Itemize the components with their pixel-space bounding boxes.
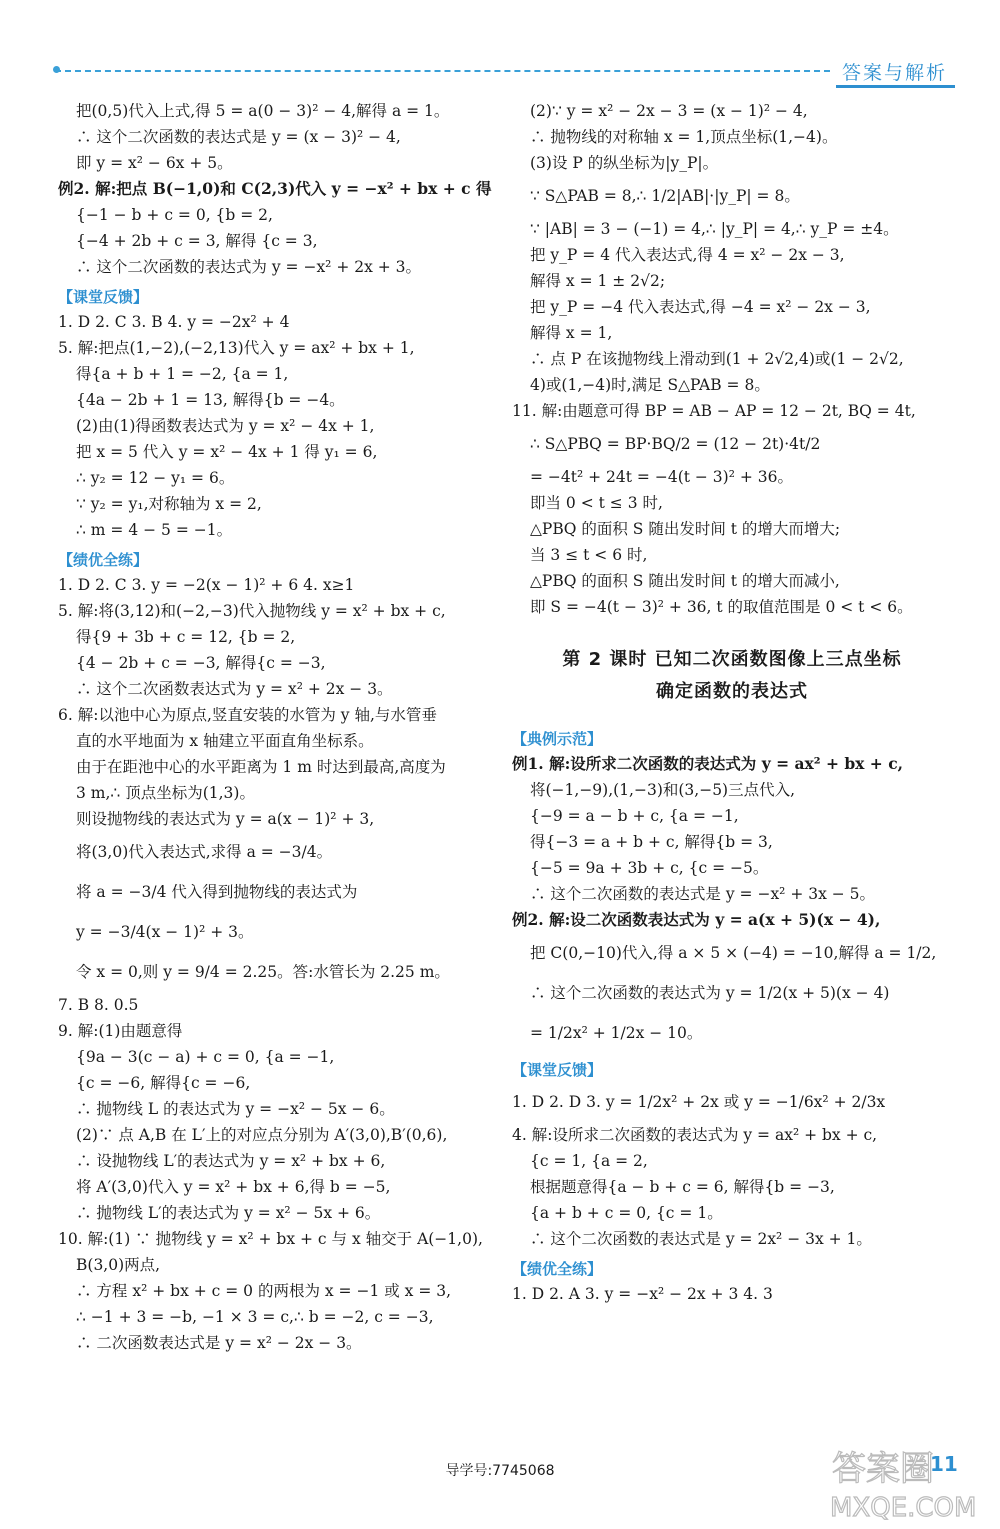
text-line: 令 x = 0,则 y = 9/4 = 2.25。答:水管长为 2.25 m。 [76, 963, 450, 981]
svg-text:MXQE.COM: MXQE.COM [830, 1493, 977, 1523]
text-line: 根据题意得{a − b + c = 6, 解得{b = −3, [530, 1178, 835, 1196]
text-line: {c = −6, 解得{c = −6, [76, 1074, 251, 1092]
text-line: (2)∵ 点 A,B 在 L′上的对应点分别为 A′(3,0),B′(0,6), [76, 1126, 448, 1144]
text-line: ∴ 这个二次函数的表达式为 y = −x² + 2x + 3。 [76, 258, 422, 276]
text-line: 把 C(0,−10)代入,得 a × 5 × (−4) = −10,解得 a = 1/2, [530, 944, 937, 962]
text-line: 把 x = 5 代入 y = x² − 4x + 1 得 y₁ = 6, [76, 443, 378, 461]
text-line: 将(3,0)代入表达式,求得 a = −3/4。 [76, 843, 333, 861]
text-line: = 1/2x² + 1/2x − 10。 [530, 1024, 703, 1042]
text-line: 解得 x = 1 ± 2√2; [530, 272, 666, 290]
section-heading-label: 【课堂反馈】 [512, 1061, 603, 1079]
text-line: {−5 = 9a + 3b + c, {c = −5。 [530, 859, 769, 877]
text-line: 11. 解:由题意可得 BP = AB − AP = 12 − 2t, BQ = 4t, [512, 402, 916, 420]
text-line: 把 y_P = 4 代入表达式,得 4 = x² − 2x − 3, [530, 246, 845, 264]
section-heading-label: 【典例示范】 [512, 730, 603, 748]
text-line: B(3,0)两点, [76, 1256, 161, 1274]
text-line: 10. 解:(1) ∵ 抛物线 y = x² + bx + c 与 x 轴交于 A(−1,0), [58, 1230, 483, 1248]
section-heading [512, 1053, 952, 1082]
text-line: △PBQ 的面积 S 随出发时间 t 的增大而减小, [530, 572, 840, 590]
text-line: {c = 1, {a = 2, [530, 1152, 648, 1170]
section-header-label: 答案与解析 [836, 58, 955, 88]
text-line: ∴ S△PBQ = BP·BQ/2 = (12 − 2t)·4t/2 [530, 435, 821, 453]
guide-number: 导学号:7745068 [445, 1463, 555, 1479]
text-line: ∴ 抛物线 L 的表达式为 y = −x² − 5x − 6。 [76, 1100, 395, 1118]
section-heading-label: 【绩优全练】 [58, 551, 149, 569]
text-line: 1. D 2. C 3. B 4. y = −2x² + 4 [58, 313, 290, 331]
right-top-content [512, 98, 952, 620]
text-line: 得{a + b + 1 = −2, {a = 1, [76, 365, 289, 383]
text-line: 4. 解:设所求二次函数的表达式为 y = ax² + bx + c, [512, 1126, 878, 1144]
text-line: 把(0,5)代入上式,得 5 = a(0 − 3)² − 4,解得 a = 1。 [76, 102, 450, 120]
text-line: (2)由(1)得函数表达式为 y = x² − 4x + 1, [76, 417, 375, 435]
text-line: {4 − 2b + c = −3, 解得{c = −3, [76, 654, 326, 672]
text-line: 3 m,∴ 顶点坐标为(1,3)。 [76, 784, 255, 802]
section-heading-label: 【绩优全练】 [512, 1260, 603, 1278]
text-line: 由于在距池中心的水平距离为 1 m 时达到最高,高度为 [76, 758, 446, 776]
text-line: 6. 解:以池中心为原点,竖直安装的水管为 y 轴,与水管垂 [58, 706, 437, 724]
text-line: {−4 + 2b + c = 3, 解得 {c = 3, [76, 232, 318, 250]
text-line: ∴ 点 P 在该抛物线上滑动到(1 + 2√2,4)或(1 − 2√2, [530, 350, 904, 368]
text-line: 例1. 解:设所求二次函数的表达式为 y = ax² + bx + c, [512, 754, 904, 773]
watermark-logo [820, 1440, 990, 1525]
text-line: y = −3/4(x − 1)² + 3。 [76, 923, 254, 941]
text-line: 将 a = −3/4 代入得到抛物线的表达式为 [76, 883, 358, 901]
text-line: 解得 x = 1, [530, 324, 613, 342]
text-line: △PBQ 的面积 S 随出发时间 t 的增大而增大; [530, 520, 841, 538]
text-line: 1. D 2. C 3. y = −2(x − 1)² + 6 4. x≥1 [58, 576, 355, 594]
text-line: 则设抛物线的表达式为 y = a(x − 1)² + 3, [76, 810, 375, 828]
text-line: ∴ 这个二次函数的表达式是 y = −x² + 3x − 5。 [530, 885, 876, 903]
text-line: 1. D 2. D 3. y = 1/2x² + 2x 或 y = −1/6x² + 2/3x [512, 1093, 886, 1111]
text-line: {4a − 2b + 1 = 13, 解得{b = −4。 [76, 391, 345, 409]
text-line: (2)∵ y = x² − 2x − 3 = (x − 1)² − 4, [530, 102, 808, 120]
section-heading-label: 【课堂反馈】 [58, 288, 149, 306]
lesson-title [512, 644, 952, 708]
text-line: ∴ m = 4 − 5 = −1。 [76, 521, 233, 539]
text-line: = −4t² + 24t = −4(t − 3)² + 36。 [530, 468, 793, 486]
text-line: 5. 解:把点(1,−2),(−2,13)代入 y = ax² + bx + 1, [58, 339, 415, 357]
text-line: 1. D 2. A 3. y = −x² − 2x + 3 4. 3 [512, 1285, 773, 1303]
text-line: ∴ 这个二次函数表达式为 y = x² + 2x − 3。 [76, 680, 393, 698]
page-number: 11 [930, 1452, 958, 1476]
text-line: ∴ 方程 x² + bx + c = 0 的两根为 x = −1 或 x = 3, [76, 1282, 452, 1300]
text-line: ∵ y₂ = y₁,对称轴为 x = 2, [76, 495, 262, 513]
text-line: 得{9 + 3b + c = 12, {b = 2, [76, 628, 296, 646]
text-line: ∵ |AB| = 3 − (−1) = 4,∴ |y_P| = 4,∴ y_P = ±4。 [530, 220, 899, 238]
text-line: ∴ 抛物线 L′的表达式为 y = x² − 5x + 6。 [76, 1204, 381, 1222]
right-bottom-content [512, 722, 952, 1307]
text-line: 即 S = −4(t − 3)² + 36, t 的取值范围是 0 < t < 6。 [530, 598, 913, 616]
svg-text:答案圈: 答案圈 [832, 1449, 934, 1489]
section-heading [58, 543, 488, 572]
text-line: ∴ 这个二次函数的表达式是 y = (x − 3)² − 4, [76, 128, 401, 146]
text-line: 即当 0 < t ≤ 3 时, [530, 494, 663, 512]
text-line: {9a − 3(c − a) + c = 0, {a = −1, [76, 1048, 335, 1066]
text-line: ∴ y₂ = 12 − y₁ = 6。 [76, 469, 235, 487]
text-line: ∴ 这个二次函数的表达式为 y = 1/2(x + 5)(x − 4) [530, 984, 890, 1002]
header-rule [55, 70, 830, 72]
section-heading [512, 722, 952, 751]
text-line: 9. 解:(1)由题意得 [58, 1022, 183, 1040]
text-line: 7. B 8. 0.5 [58, 996, 139, 1014]
text-line: ∴ 抛物线的对称轴 x = 1,顶点坐标(1,−4)。 [530, 128, 838, 146]
text-line: 将(−1,−9),(1,−3)和(3,−5)三点代入, [530, 781, 796, 799]
text-line: ∴ 设抛物线 L′的表达式为 y = x² + bx + 6, [76, 1152, 386, 1170]
left-column [58, 98, 492, 1356]
text-line: 5. 解:将(3,12)和(−2,−3)代入抛物线 y = x² + bx + c, [58, 602, 446, 620]
section-heading [512, 1252, 952, 1281]
right-column [512, 98, 952, 1307]
text-line: 4)或(1,−4)时,满足 S△PAB = 8。 [530, 376, 770, 394]
text-line: {−1 − b + c = 0, {b = 2, [76, 206, 273, 224]
text-line: ∴ 二次函数表达式是 y = x² − 2x − 3。 [76, 1334, 362, 1352]
text-line: 把 y_P = −4 代入表达式,得 −4 = x² − 2x − 3, [530, 298, 871, 316]
lesson-title-line-1: 第 2 课时 已知二次函数图像上三点坐标 [562, 649, 902, 670]
text-line: 将 A′(3,0)代入 y = x² + bx + 6,得 b = −5, [76, 1178, 391, 1196]
text-line: 当 3 ≤ t < 6 时, [530, 546, 648, 564]
text-line: {a + b + c = 0, {c = 1。 [530, 1204, 723, 1222]
text-line: 直的水平地面为 x 轴建立平面直角坐标系。 [76, 732, 374, 750]
text-line: {−9 = a − b + c, {a = −1, [530, 807, 739, 825]
text-line: 例2. 解:设二次函数表达式为 y = a(x + 5)(x − 4), [512, 910, 881, 929]
lesson-title-line-2: 确定函数的表达式 [656, 681, 808, 702]
text-line: 例2. 解:把点 B(−1,0)和 C(2,3)代入 y = −x² + bx + c 得 [58, 179, 492, 198]
text-line: 得{−3 = a + b + c, 解得{b = 3, [530, 833, 773, 851]
text-line: ∵ S△PAB = 8,∴ 1/2|AB|·|y_P| = 8。 [530, 187, 800, 205]
text-line: ∴ 这个二次函数的表达式是 y = 2x² − 3x + 1。 [530, 1230, 872, 1248]
text-line: 即 y = x² − 6x + 5。 [76, 154, 233, 172]
section-heading [58, 280, 488, 309]
text-line: (3)设 P 的纵坐标为|y_P|。 [530, 154, 719, 172]
text-line: ∴ −1 + 3 = −b, −1 × 3 = c,∴ b = −2, c = −3, [76, 1308, 434, 1326]
